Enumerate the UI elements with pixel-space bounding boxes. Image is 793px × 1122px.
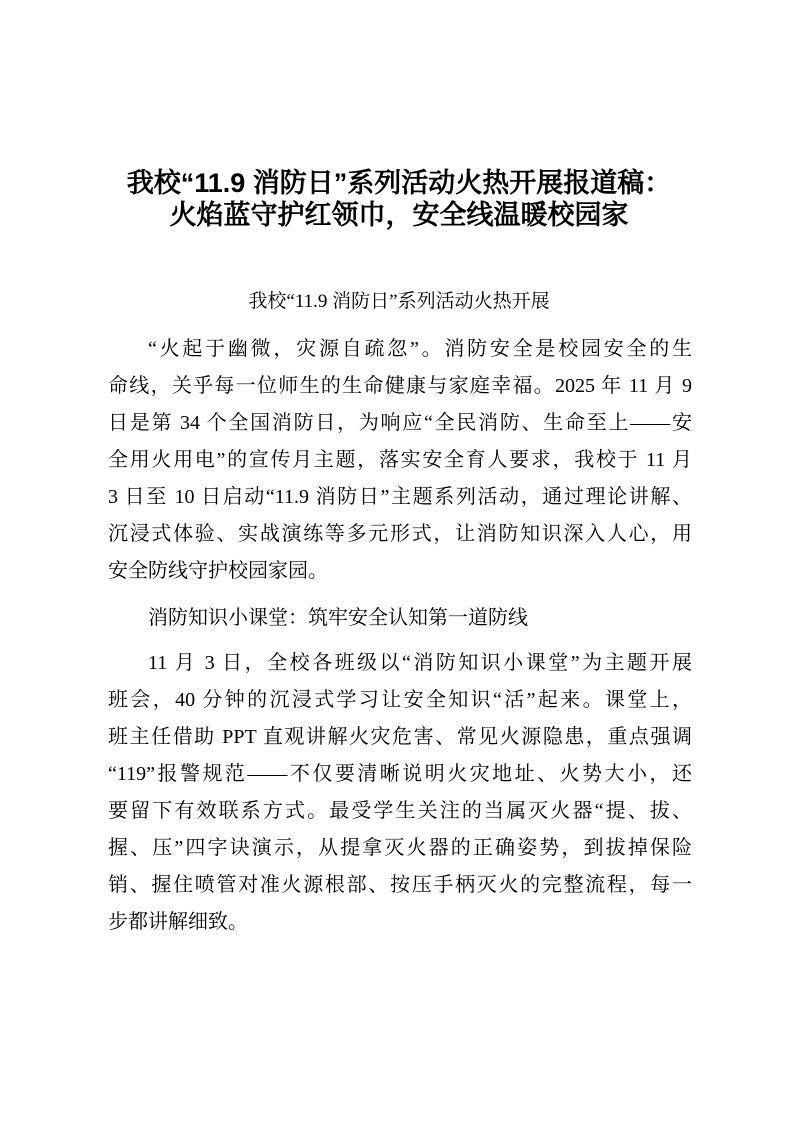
paragraph-line: “火起于幽微，灾源自疏忽”。消防安全是校园安全的生 — [148, 338, 692, 360]
paragraph-line: 11 月 3 日，全校各班级以“消防知识小课堂”为主题开展 — [148, 652, 692, 674]
paragraph-line: 命线，关乎每一位师生的生命健康与家庭幸福。2025 年 11 月 9 — [108, 375, 692, 397]
paragraph-line: 班主任借助 PPT 直观讲解火灾危害、常见火源隐患，重点强调 — [108, 726, 692, 748]
paragraph-line: 3 日至 10 日启动“11.9 消防日”主题系列活动，通过理论讲解、 — [108, 486, 692, 508]
document-title-line-2: 火焰蓝守护红领巾，安全线温暖校园家 — [169, 200, 629, 230]
paragraph-line: 班会，40 分钟的沉浸式学习让安全知识“活”起来。课堂上， — [108, 689, 692, 711]
paragraph-line: 日是第 34 个全国消防日，为响应“全民消防、生命至上——安 — [108, 412, 692, 434]
document-subtitle: 我校“11.9 消防日”系列活动火热开展 — [248, 291, 550, 312]
paragraph-line: 沉浸式体验、实战演练等多元形式，让消防知识深入人心，用 — [108, 523, 692, 545]
paragraph-line: 销、握住喷管对准火源根部、按压手柄灭火的完整流程，每一 — [108, 874, 692, 896]
paragraph-line: 全用火用电”的宣传月主题，落实安全育人要求，我校于 11 月 — [108, 449, 692, 471]
paragraph-line: 步都讲解细致。 — [108, 911, 248, 933]
paragraph-line: 要留下有效联系方式。最受学生关注的当属灭火器“提、拔、 — [108, 800, 692, 822]
section-heading: 消防知识小课堂：筑牢安全认知第一道防线 — [148, 607, 528, 629]
paragraph-intro — [108, 331, 692, 590]
paragraph-knowledge-class — [108, 645, 692, 941]
paragraph-line: 握、压”四字诀演示，从提拿灭火器的正确姿势，到拔掉保险 — [108, 837, 692, 859]
paragraph-line: “119”报警规范——不仅要清晰说明火灾地址、火势大小，还 — [108, 763, 692, 785]
document-title-line-1: 我校“11.9 消防日”系列活动火热开展报道稿： — [126, 168, 672, 198]
paragraph-line: 安全防线守护校园家园。 — [108, 560, 328, 582]
